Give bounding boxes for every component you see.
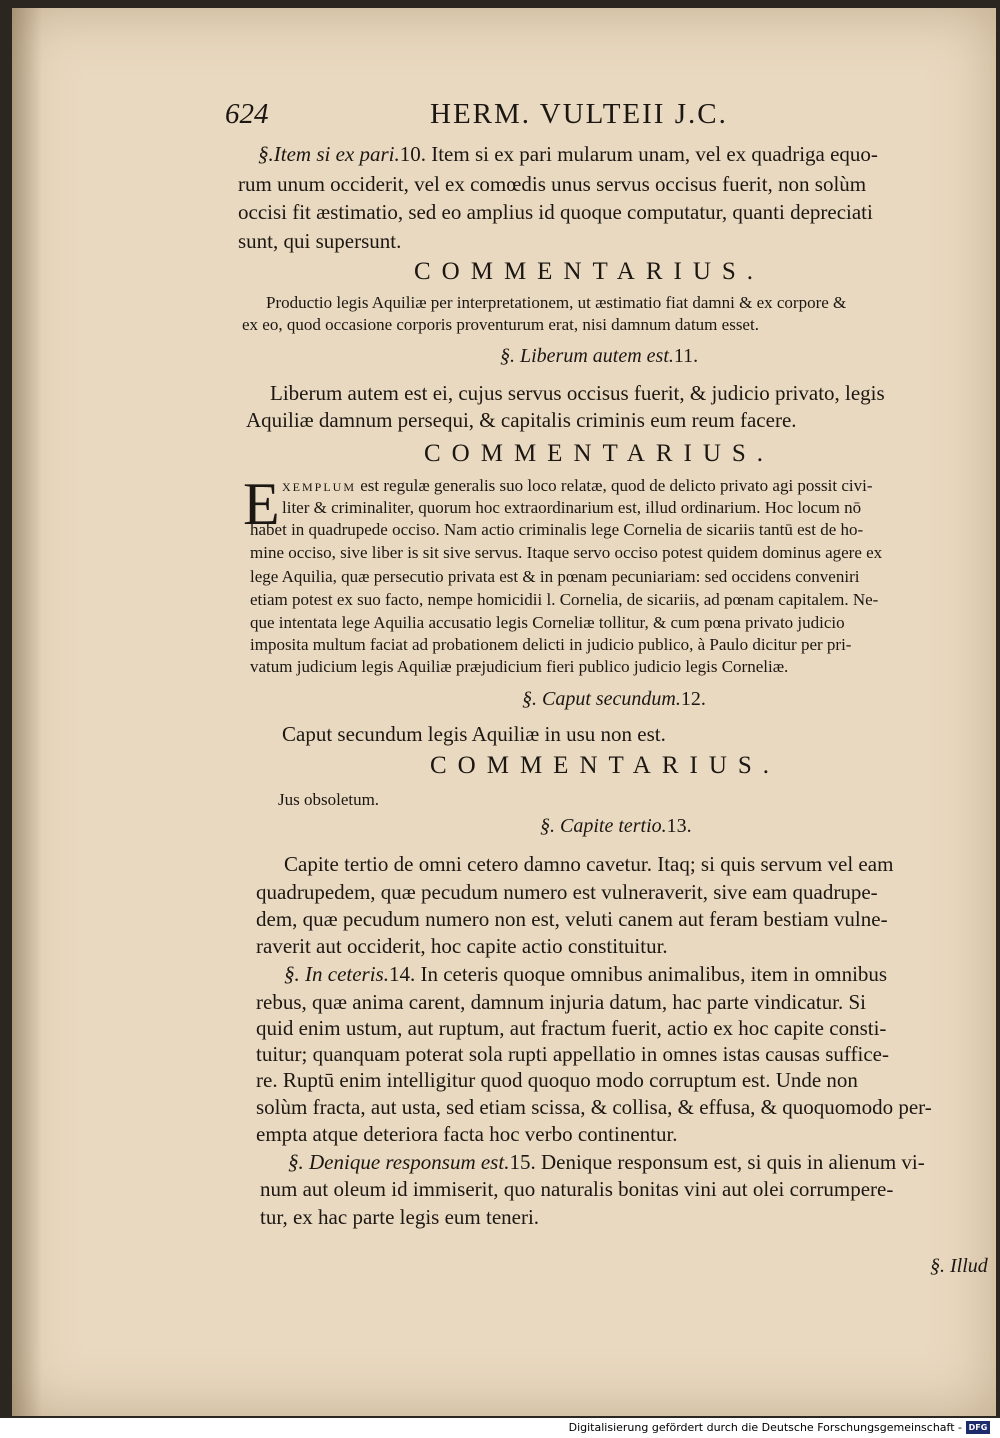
section-10-line-3: occisi fit æstimatio, sed eo amplius id quoque computatur, quanti depreciati — [238, 200, 873, 224]
section-11-line-2: Aquiliæ damnum persequi, & capitalis criminis eum reum facere. — [246, 408, 797, 432]
commentarius-heading-3: COMMENTARIUS. — [430, 752, 781, 779]
section-13-line-2: quadrupedem, quæ pecudum numero est vulneraverit, sive eam quadrupe- — [256, 880, 878, 904]
commentarius-3-text: Jus obsoletum. — [278, 790, 380, 809]
section-12-ref: §. Caput secundum.12. — [522, 688, 706, 710]
digitization-footer — [0, 1418, 1000, 1438]
commentarius-2-line-7: que intentata lege Aquilia accusatio legis Corneliæ tollitur, & cum pœna privato judicio — [250, 613, 845, 632]
funding-note: Digitalisierung gefördert durch die Deutsche Forschungsgemeinschaft - — [568, 1421, 962, 1434]
section-13-line-1: Capite tertio de omni cetero damno cavetur. Itaq; si quis servum vel eam — [284, 852, 894, 876]
section-14-line-4: tuitur; quanquam poterat sola rupti appellatio in omnes istas causas suffice- — [256, 1042, 889, 1066]
commentarius-heading-1: COMMENTARIUS. — [414, 258, 765, 285]
commentarius-2-line-3: habet in quadrupede occiso. Nam actio criminalis lege Cornelia de sicariis tantū est de ho- — [250, 520, 864, 539]
section-10-line-2: rum unum occiderit, vel ex comœdis unus servus occisus fuerit, non solùm — [238, 172, 867, 196]
commentarius-heading-2: COMMENTARIUS. — [424, 440, 775, 467]
section-11-ref: §. Liberum autem est.11. — [500, 345, 699, 367]
section-12-text: Caput secundum legis Aquiliæ in usu non est. — [282, 722, 666, 746]
section-15-line-3: tur, ex hac parte legis eum teneri. — [260, 1205, 540, 1229]
page-number: 624 — [225, 98, 269, 130]
commentarius-2-line-6: etiam potest ex suo facto, nempe homicidii l. Cornelia, de sicariis, ad pœnam capitalem. Ne- — [250, 590, 879, 609]
commentarius-2-line-2: liter & criminaliter, quorum hoc extraordinarium est, illud ordinarium. Hoc locum nō — [282, 498, 862, 517]
section-14-line-3: quid enim ustum, aut ruptum, aut fractum fuerit, actio ex hoc capite consti- — [256, 1016, 887, 1040]
section-11-line-1: Liberum autem est ei, cujus servus occisus fuerit, & judicio privato, legis — [270, 381, 885, 405]
section-15-line-1: §. Denique responsum est.15. Denique responsum est, si quis in alienum vi- — [288, 1150, 925, 1174]
section-13-line-3: dem, quæ pecudum numero non est, veluti canem aut feram bestiam vulne- — [256, 907, 888, 931]
drop-cap: E — [243, 471, 280, 537]
commentarius-2-line-8: imposita multum faciat ad probationem delicti in judicio publico, à Paulo dicitur per pri- — [250, 635, 852, 654]
running-title: HERM. VULTEII J.C. — [430, 98, 728, 130]
section-13-ref: §. Capite tertio.13. — [540, 815, 692, 837]
catchword: §. Illud — [930, 1255, 988, 1277]
commentarius-2-line-9: vatum judicium legis Aquiliæ præjudicium fieri publico judicio legis Corneliæ. — [250, 657, 789, 676]
section-14-line-5: re. Ruptū enim intelligitur quod quoquo modo corruptum est. Unde non — [256, 1068, 858, 1092]
section-14-line-2: rebus, quæ anima carent, damnum injuria datum, hac parte vindicatur. Si — [256, 990, 866, 1014]
dfg-logo: DFG — [966, 1421, 990, 1434]
commentarius-2-line-1: XEMPLUM est regulæ generalis suo loco relatæ, quod de delicto privato agi possit civi- — [282, 476, 873, 495]
page-header — [225, 98, 785, 138]
commentarius-1-line-2: ex eo, quod occasione corporis proventurum erat, nisi damnum datum esset. — [242, 315, 759, 334]
commentarius-2-line-4: mine occiso, sive liber is sit sive servus. Itaque servo occiso potest quidem dominus agere ex — [250, 543, 883, 562]
section-15-line-2: num aut oleum id immiserit, quo naturalis bonitas vini aut olei corrumpere- — [260, 1177, 894, 1201]
section-10-line-1: §.Item si ex pari.10. Item si ex pari mularum unam, vel ex quadriga equo- — [258, 142, 878, 166]
commentarius-2-line-5: lege Aquilia, quæ persecutio privata est & in pœnam pecuniariam: sed occidens conveniri — [250, 567, 860, 586]
section-13-line-4: raverit aut occiderit, hoc capite actio constituitur. — [256, 934, 668, 958]
section-14-line-1: §. In ceteris.14. In ceteris quoque omnibus animalibus, item in omnibus — [284, 962, 888, 986]
section-14-line-6: solùm fracta, aut usta, sed etiam scissa, & collisa, & effusa, & quoquomodo per- — [256, 1095, 932, 1119]
commentarius-1-line-1: Productio legis Aquiliæ per interpretationem, ut æstimatio fiat damni & ex corpore & — [266, 293, 847, 312]
section-14-line-7: empta atque deteriora facta hoc verbo continentur. — [256, 1122, 678, 1146]
section-10-line-4: sunt, qui supersunt. — [238, 229, 402, 253]
